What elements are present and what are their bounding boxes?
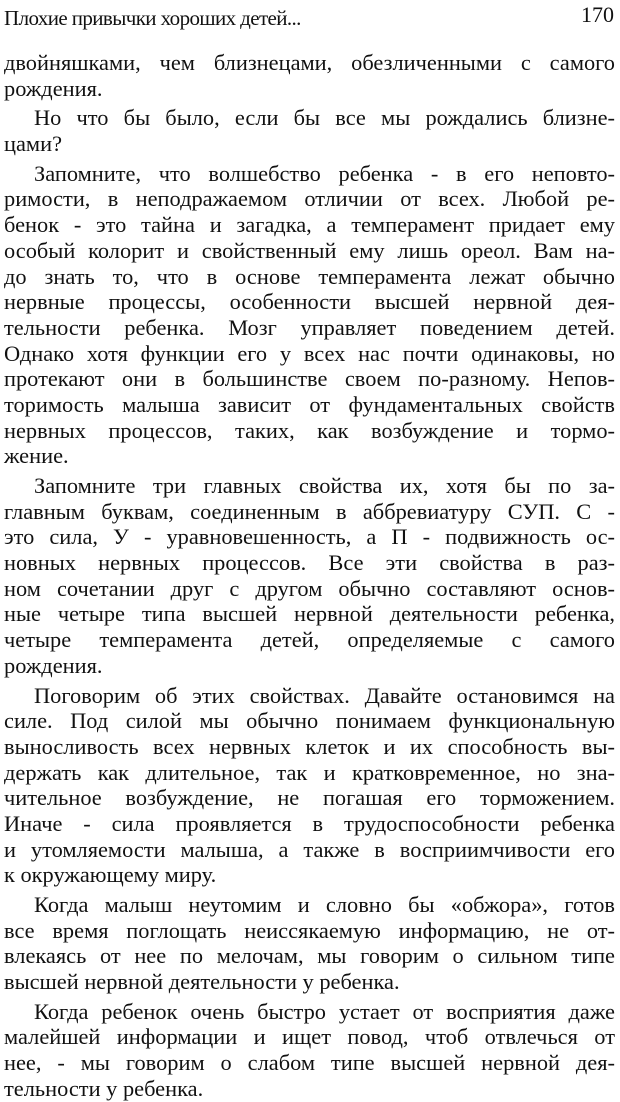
- paragraph: [4, 161, 615, 469]
- text-line: жение.: [4, 443, 69, 469]
- text-line: это сила, У - уравновешенность, а П - подвижность ос-: [4, 524, 615, 550]
- text-line: до знать то, что в основе темперамента лежат обычно: [4, 263, 615, 289]
- text-line: Когда ребенок очень быстро устает от восприятия даже: [34, 998, 615, 1024]
- text-line: бенок - это тайна и загадка, а темперамент придает ему: [4, 212, 615, 238]
- text-line: ном сочетании друг с другом обычно составляют основ-: [4, 575, 615, 601]
- text-line: все время поглощать неиссякаемую информацию, не от-: [4, 917, 615, 943]
- text-line: Поговорим об этих свойствах. Давайте остановимся на: [34, 682, 615, 708]
- text-line: рождения.: [4, 75, 103, 101]
- text-line: и утомляемости малыша, а также в восприимчивости его: [4, 836, 615, 862]
- text-line: двойняшками, чем близнецами, обезличенными с самого: [4, 50, 615, 75]
- page-header: [4, 2, 614, 36]
- text-line: Когда малыш неутомим и словно бы «обжора», готов: [34, 892, 615, 917]
- page-number: 170: [581, 2, 614, 27]
- text-line: рождения.: [4, 652, 103, 678]
- text-line: влекаясь от нее по мелочам, мы говорим о сильном типе: [4, 943, 615, 969]
- text-line: Но что бы было, если бы все мы рождались близне-: [34, 105, 615, 131]
- text-line: тельности ребенка. Мозг управляет поведением детей.: [4, 314, 615, 340]
- text-line: держать как длительное, так и кратковременное, но зна-: [4, 759, 615, 785]
- running-title: Плохие привычки хороших детей...: [4, 6, 301, 30]
- text-line: римости, в неподражаемом отличии от всех. Любой ре-: [4, 186, 615, 212]
- text-line: ные четыре типа высшей нервной деятельности ребенка,: [4, 601, 615, 627]
- paragraph: [4, 999, 615, 1102]
- paragraph: [4, 473, 615, 679]
- text-line: высшей нервной деятельности у ребенка.: [4, 969, 400, 995]
- text-line: выносливость всех нервных клеток и их способность вы-: [4, 733, 615, 759]
- paragraph: [4, 50, 615, 101]
- text-line: цами?: [4, 131, 63, 157]
- text-line: протекают они в большинстве своем по-разному. Непов-: [4, 366, 615, 392]
- text-line: нее, - мы говорим о слабом типе высшей нервной дея-: [4, 1050, 615, 1076]
- body-text: [4, 50, 615, 1102]
- paragraph: [4, 892, 615, 995]
- text-line: Запомните три главных свойства их, хотя бы по за-: [34, 473, 615, 498]
- text-line: новных нервных процессов. Все эти свойства в раз-: [4, 550, 615, 576]
- text-line: Однако хотя функции его у всех нас почти одинаковы, но: [4, 340, 615, 366]
- text-line: торимость малыша зависит от фундаментальных свойств: [4, 391, 615, 417]
- paragraph: [4, 683, 615, 889]
- text-line: тельности у ребенка.: [4, 1075, 204, 1101]
- text-line: чительное возбуждение, не погашая его торможением.: [4, 785, 615, 811]
- text-line: нервные процессы, особенности высшей нервной дея-: [4, 289, 615, 315]
- paragraph: [4, 105, 615, 156]
- text-line: к окружающему миру.: [4, 862, 217, 888]
- text-line: малейшей информации и ищет повод, чтоб отвлечься от: [4, 1024, 615, 1050]
- text-line: Иначе - сила проявляется в трудоспособности ребенка: [4, 810, 615, 836]
- text-line: главным буквам, соединенным в аббревиатуру СУП. С -: [4, 498, 615, 524]
- text-line: силе. Под силой мы обычно понимаем функциональную: [4, 708, 615, 734]
- text-line: Запомните, что волшебство ребенка - в его неповто-: [34, 160, 615, 186]
- text-line: нервных процессов, таких, как возбуждение и тормо-: [4, 417, 615, 443]
- text-line: четыре темперамента детей, определяемые с самого: [4, 627, 615, 653]
- text-line: особый колорит и свойственный ему лишь ореол. Вам на-: [4, 237, 615, 263]
